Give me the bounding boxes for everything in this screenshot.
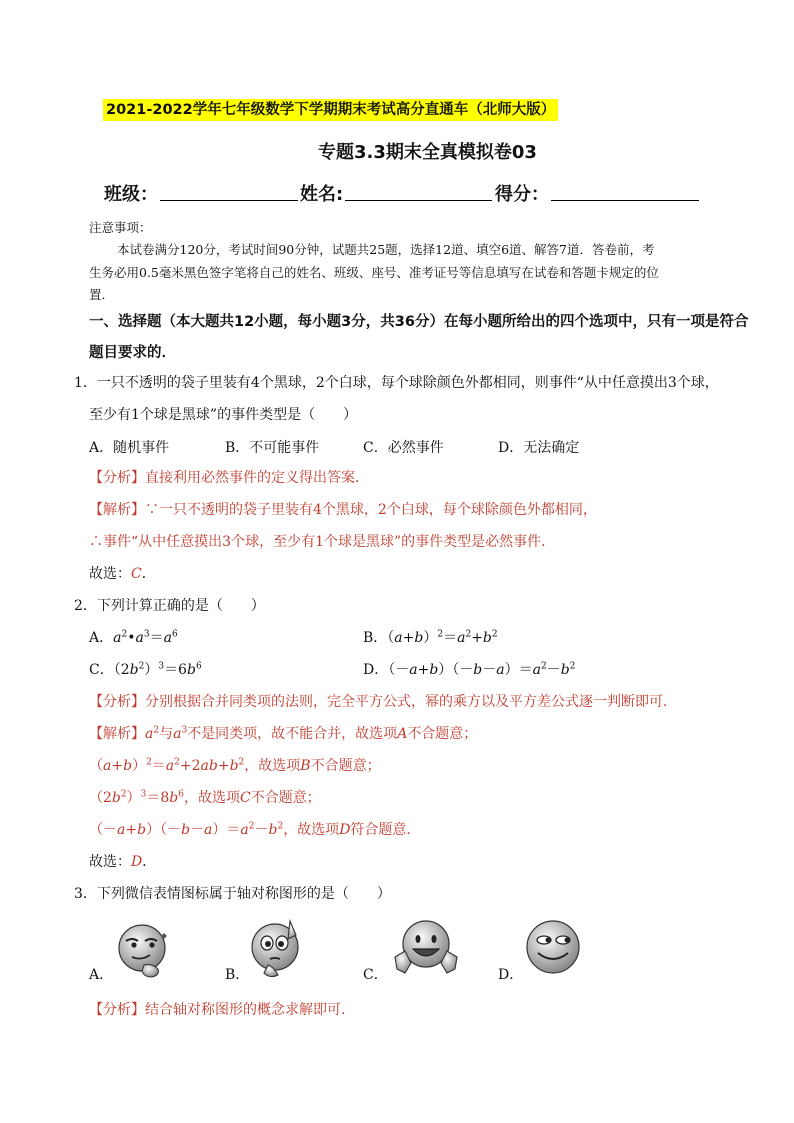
- sly-smile-face-icon: [523, 917, 583, 977]
- q3-option-d: D．: [498, 967, 524, 983]
- analysis-text: 分别根据合并同类项的法则，完全平方公式，幂的乘方以及平方差公式逐一判断即可．: [145, 694, 677, 710]
- q2-option-c: C．$(2b^2)^3=6b^6$: [89, 661, 202, 678]
- answer-suffix: ．: [142, 854, 157, 870]
- name-label: 姓名:: [300, 184, 344, 205]
- smirk-face-icon: [114, 921, 176, 979]
- analysis-text: 直接利用必然事件的定义得出答案．: [145, 470, 369, 486]
- answer-letter: D: [131, 854, 143, 870]
- section-heading: 一、选择题（本大题共12小题，每小题3分，共36分）在每小题所给出的四个选项中，只有一项是符合: [89, 314, 749, 330]
- q2-option-b: B．$(a+b)^2=a^2+b^2$: [363, 629, 498, 646]
- q3-option-a: A．: [89, 967, 114, 983]
- q3-stem: 3．下列微信表情图标属于轴对称图形的是（ ）: [74, 886, 391, 902]
- notes-line: 生务必用0.5毫米黑色签字笔将自己的姓名、班级、座号、准考证号等信息填写在试卷和答题卡规定的位: [89, 265, 659, 280]
- analysis-text: 结合轴对称图形的概念求解即可．: [145, 1002, 355, 1018]
- solution-tag: 【解析】: [89, 726, 145, 742]
- section-heading-cont: 题目要求的．: [89, 345, 176, 361]
- notes-line: 置．: [89, 287, 115, 302]
- page-title: 专题3.3期末全真模拟卷03: [318, 142, 537, 163]
- q1-stem-cont: 至少有1个球是黑球”的事件类型是（ ）: [89, 407, 358, 423]
- analysis-tag: 【分析】: [89, 1002, 145, 1018]
- answer-letter: C: [131, 566, 142, 582]
- class-label: 班级：: [104, 184, 158, 205]
- q3-option-b: B．: [225, 967, 250, 983]
- q2-solution-line4: $(-a+b)(-b-a)=a^2-b^2$，故选项D符合题意．: [89, 821, 421, 838]
- answer-prefix: 故选：: [89, 566, 131, 582]
- score-label: 得分：: [495, 184, 549, 205]
- q2-analysis: [89, 691, 677, 711]
- q1-answer: [89, 563, 156, 583]
- q2-stem: 2．下列计算正确的是（ ）: [74, 598, 265, 614]
- happy-wave-face-icon: [393, 917, 459, 979]
- q2-option-d: D．$(-a+b)(-b-a)=a^2-b^2$: [363, 661, 576, 678]
- analysis-tag: 【分析】: [89, 694, 145, 710]
- name-blank[interactable]: [345, 200, 492, 201]
- q1-option-a: A．随机事件: [89, 440, 170, 456]
- solution-tag: 【解析】: [89, 502, 145, 518]
- q3-analysis: [89, 999, 355, 1019]
- q2-solution-line2: $(a+b)^2=a^2+2ab+b^2$，故选项B不合题意；: [89, 757, 381, 774]
- q1-option-c: C．必然事件: [363, 440, 444, 456]
- q1-stem: 1．一只不透明的袋子里装有4个黑球，2个白球，每个球除颜色外都相同，则事件“从中任意摸出3个球，: [74, 375, 719, 391]
- q1-solution: [89, 499, 597, 519]
- solution-text: ∵一只不透明的袋子里装有4个黑球，2个白球，每个球除颜色外都相同，: [145, 502, 597, 518]
- notes-heading: 注意事项：: [89, 220, 152, 235]
- q3-option-c: C．: [363, 967, 388, 983]
- class-blank[interactable]: [160, 200, 298, 201]
- q1-solution-cont: ∴事件“从中任意摸出3个球，至少有1个球是黑球”的事件类型是必然事件．: [89, 534, 556, 550]
- q2-solution-line3: $(2b^2)^3=8b^6$，故选项C不合题意；: [89, 789, 321, 806]
- exam-banner: 2021-2022学年七年级数学下学期期末考试高分直通车（北师大版）: [103, 99, 558, 121]
- q2-solution-line1: 【解析】$a^2$与$a^3$不是同类项，故不能合并，故选项A不合题意；: [89, 725, 478, 742]
- answer-suffix: ．: [141, 566, 156, 582]
- q2-answer: [89, 851, 156, 871]
- score-blank[interactable]: [551, 200, 699, 201]
- q1-analysis: [89, 467, 369, 487]
- q1-option-b: B．不可能事件: [225, 440, 320, 456]
- q1-option-d: D．无法确定: [498, 440, 580, 456]
- q2-option-a: A．$a^2•a^3=a^6$: [89, 629, 178, 646]
- notes-line: 本试卷满分120分，考试时间90分钟，试题共25题，选择12道、填空6道、解答7道．答卷前，考: [117, 242, 655, 257]
- analysis-tag: 【分析】: [89, 470, 145, 486]
- thinking-face-icon: [248, 917, 306, 979]
- answer-prefix: 故选：: [89, 854, 131, 870]
